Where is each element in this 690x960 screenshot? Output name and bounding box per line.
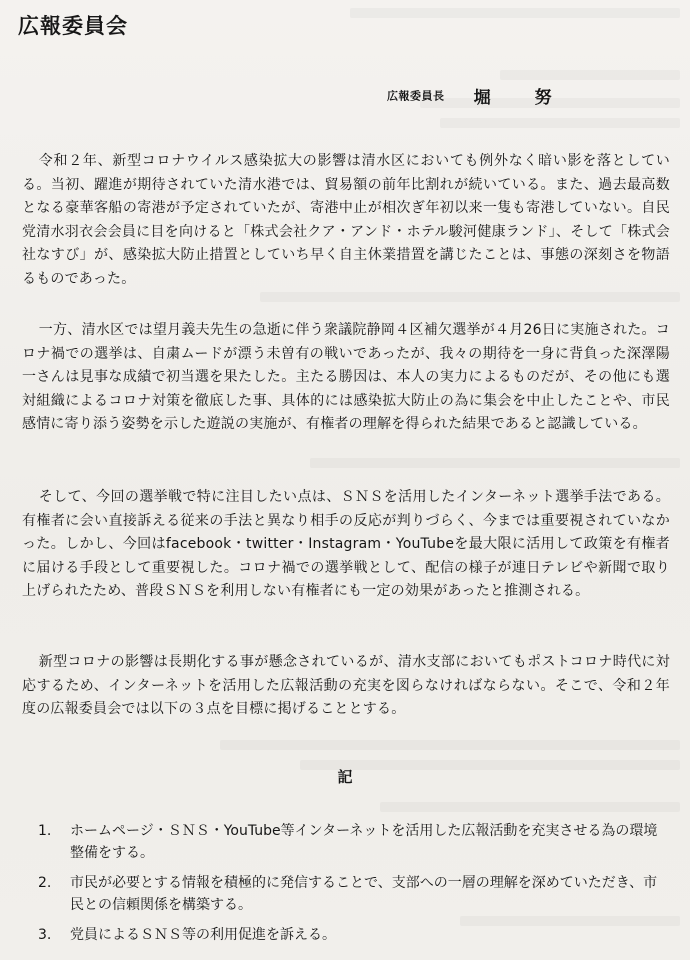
goals-list (38, 820, 658, 954)
goal-item (38, 820, 658, 864)
author-role: 広報委員長 (387, 89, 445, 103)
paragraph-1: 令和２年、新型コロナウイルス感染拡大の影響は清水区においても例外なく暗い影を落としている。当初、躍進が期待されていた清水港では、貿易額の前年比割れが続いている。また、過去最高数となる豪華客船の寄港が予定されていたが、寄港中止が相次ぎ年初以来一隻も寄港していない。自民党清水羽衣会会員に目を向けると「株式会社クア・アンド・ホテル駿河健康ランド」、そして「株式会社なすび」が、感染拡大防止措置としていち早く自主休業措置を講じたことは、事態の深刻さを物語るものであった。 (22, 153, 670, 287)
paragraph-3: そして、今回の選挙戦で特に注目したい点は、ＳＮＳを活用したインターネット選挙手法である。有権者に会い直接訴える従来の手法と異なり相手の反応が判りづらく、今までは重要視されていなかった。しかし、今回はfacebook・twitter・Instagram・YouTubeを最大限に活用して政策を有権者に届ける手段として重要視した。コロナ禍での選挙戦として、配信の様子が連日テレビや新聞で取り上げられたため、普段ＳＮＳを利用しない有権者にも一定の効果があったと推測される。 (22, 489, 670, 599)
goal-number: 3. (38, 927, 52, 943)
paragraph-2: 一方、清水区では望月義夫先生の急逝に伴う衆議院静岡４区補欠選挙が４月26日に実施された。コロナ禍での選挙は、自粛ムードが漂う未曽有の戦いであったが、我々の期待を一身に背負った深澤陽一さんは見事な成績で初当選を果たした。主たる勝因は、本人の実力によるものだが、その他にも選対組織によるコロナ対策を徹底した事、具体的には感染拡大防止の為に集会を中止したことや、市民感情に寄り添う姿勢を示した遊説の実施が、有権者の理解を得られた結果であると認識している。 (22, 322, 670, 432)
show-through-background (190, 6, 680, 956)
author-line (387, 83, 596, 108)
goal-text: ホームページ・ＳＮＳ・YouTube等インターネットを活用した広報活動を充実させる為の環境整備をする。 (70, 823, 658, 861)
goal-text: 党員によるＳＮＳ等の利用促進を訴える。 (70, 927, 336, 943)
goal-number: 1. (38, 823, 52, 839)
goal-text: 市民が必要とする情報を積極的に発信することで、支部への一層の理解を深めていただき、市民との信頼関係を構築する。 (70, 875, 658, 913)
paragraph-4: 新型コロナの影響は長期化する事が懸念されているが、清水支部においてもポストコロナ時代に対応するため、インターネットを活用した広報活動の充実を図らなければならない。そこで、令和２年度の広報委員会では以下の３点を目標に掲げることとする。 (22, 654, 670, 717)
ki-heading: 記 (337, 768, 353, 786)
goal-number: 2. (38, 875, 52, 891)
goal-item (38, 924, 658, 946)
page-title: 広報委員会 (18, 14, 128, 38)
goal-item (38, 872, 658, 916)
author-name: 堀努 (473, 88, 596, 108)
